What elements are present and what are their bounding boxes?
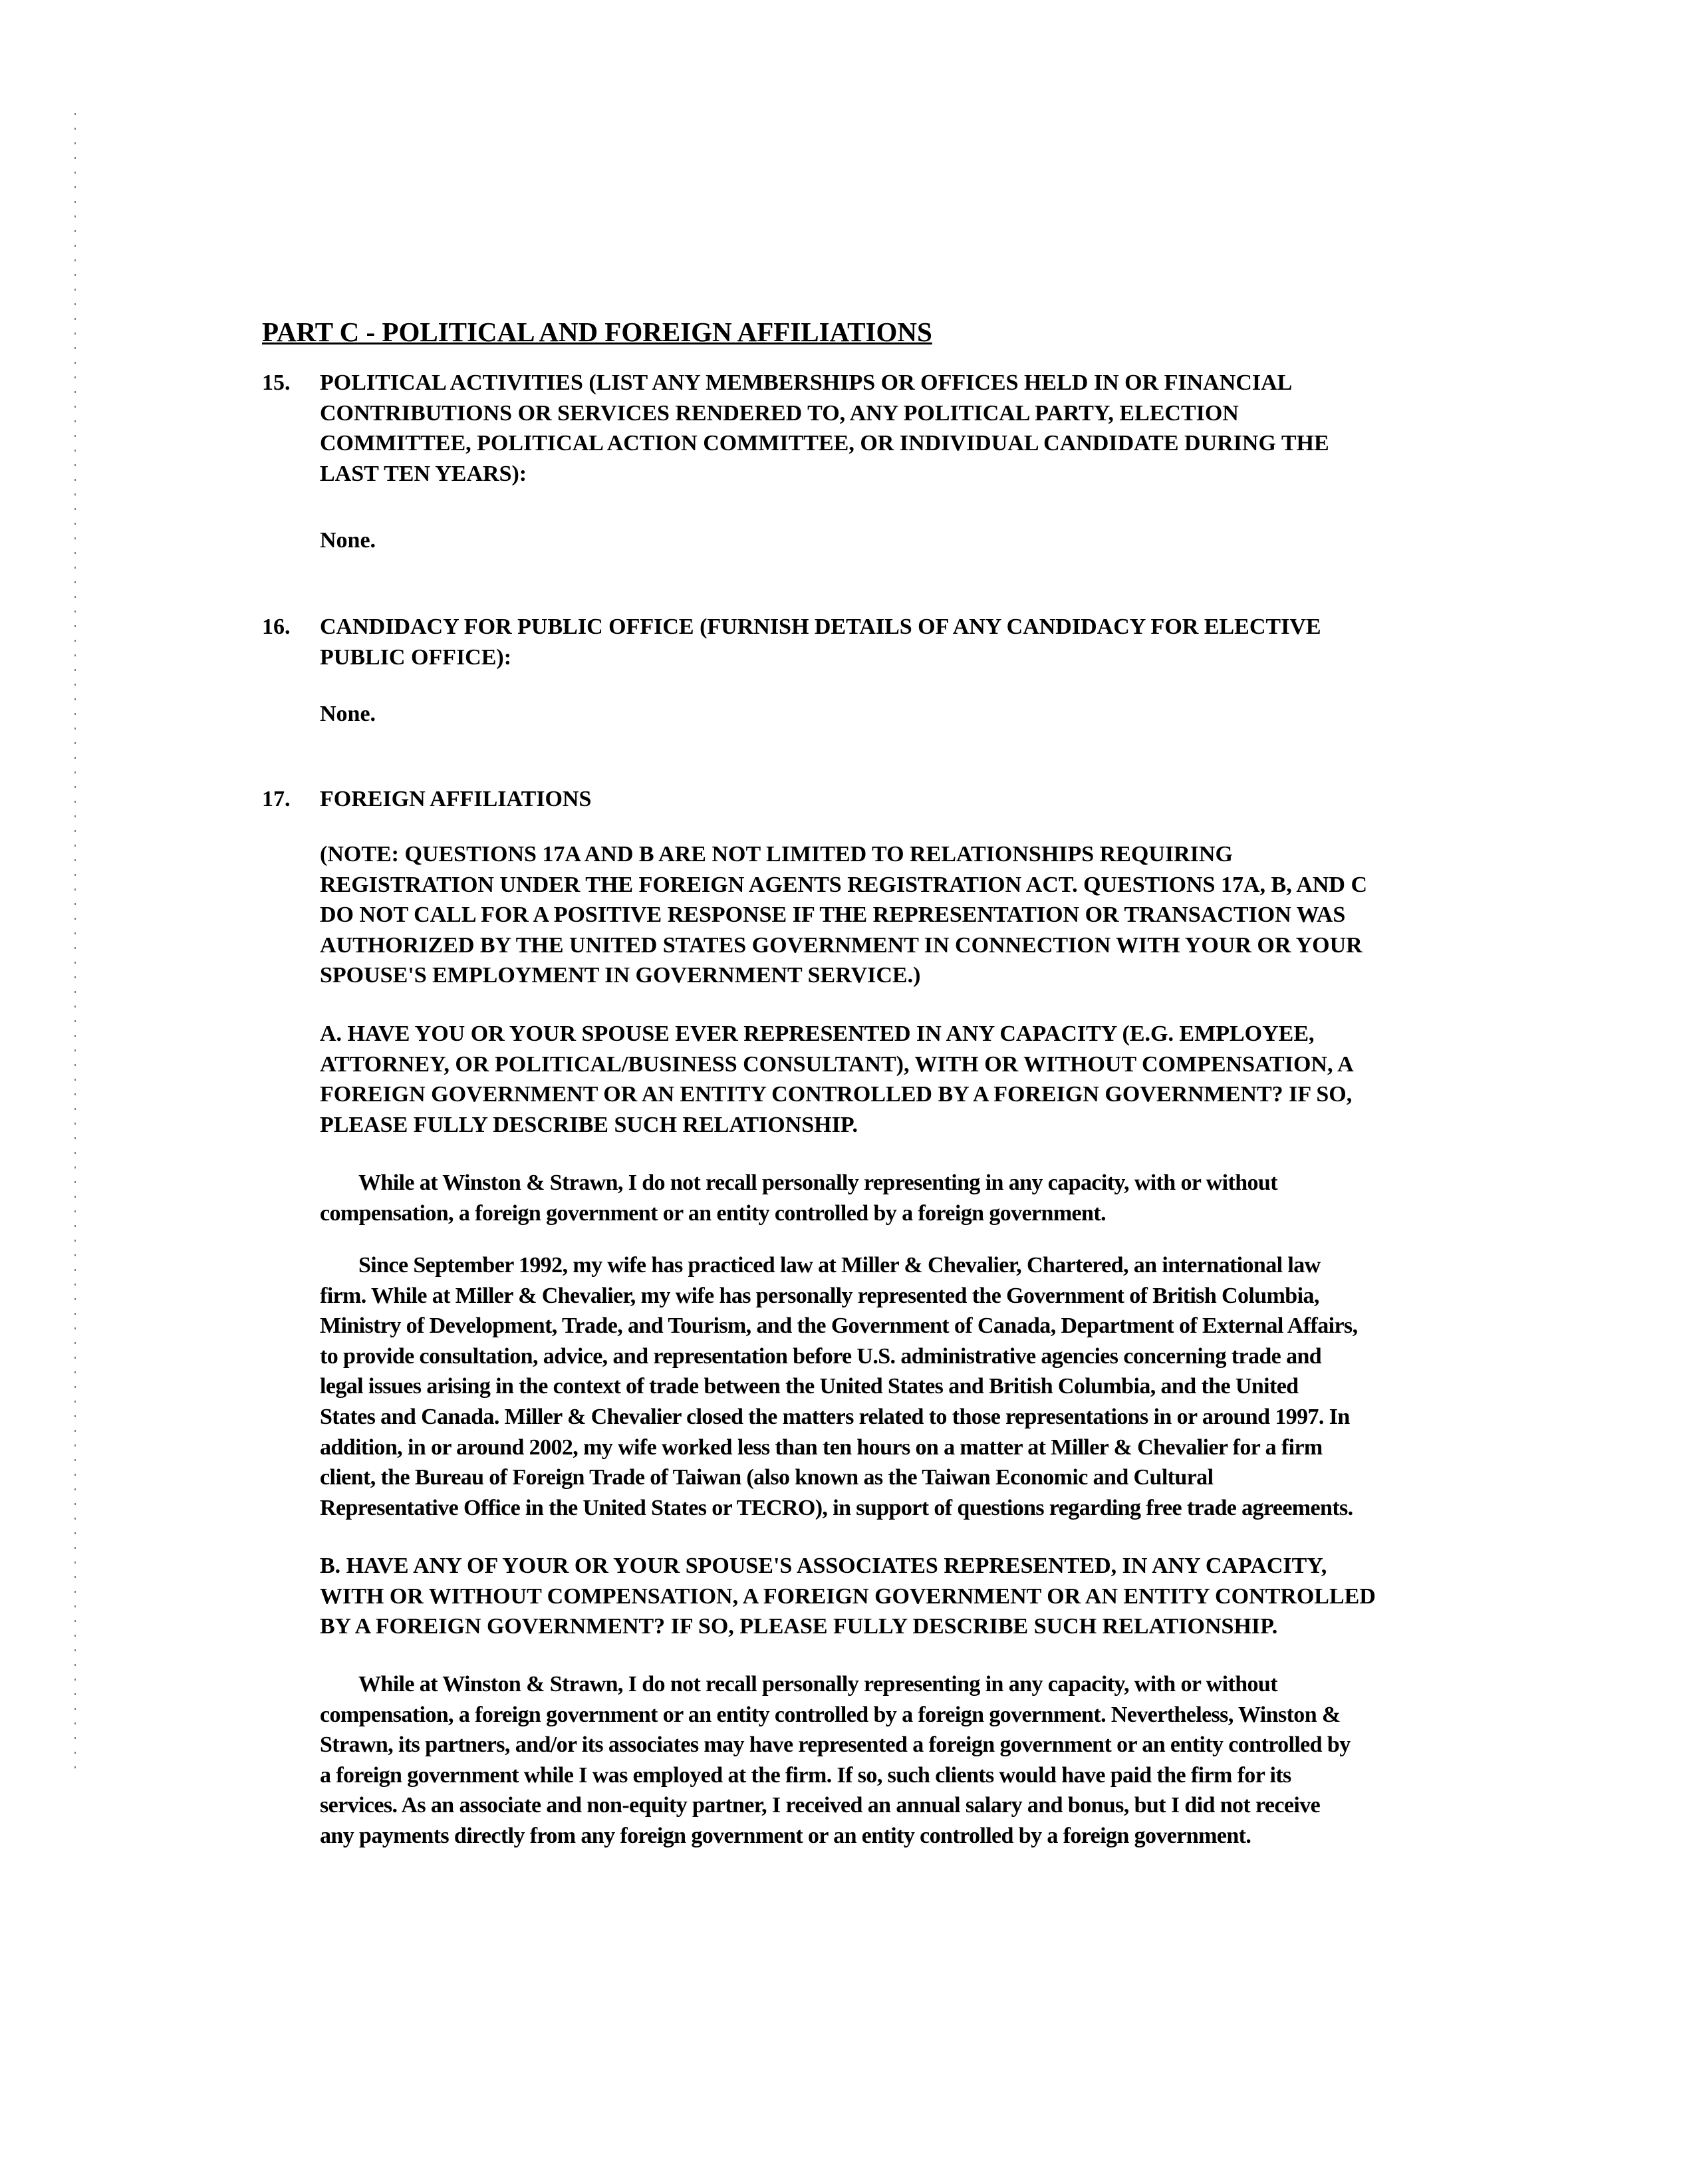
para-line: Since September 1992, my wife has practiced law at Miller & Chevalier, Chartered, an international law: [358, 1253, 1321, 1278]
para-line: to provide consultation, advice, and representation before U.S. administrative agencies concerning trade and: [320, 1343, 1322, 1369]
q17a-question: [320, 1019, 1354, 1140]
q16-line: CANDIDACY FOR PUBLIC OFFICE (FURNISH DETAILS OF ANY CANDIDACY FOR ELECTIVE: [320, 614, 1321, 639]
para-line: client, the Bureau of Foreign Trade of Taiwan (also known as the Taiwan Economic and Cultural: [320, 1465, 1214, 1490]
para-line: Representative Office in the United States or TECRO), in support of questions regarding free trade agreements.: [320, 1495, 1353, 1520]
q17-title: FOREIGN AFFILIATIONS: [320, 787, 592, 811]
q16-number: 16.: [262, 614, 291, 639]
q17b-line: B. HAVE ANY OF YOUR OR YOUR SPOUSE'S ASSOCIATES REPRESENTED, IN ANY CAPACITY,: [320, 1554, 1327, 1578]
note-line: (NOTE: QUESTIONS 17A AND B ARE NOT LIMITED TO RELATIONSHIPS REQUIRING: [320, 842, 1233, 867]
q17a-answer-paragraph-2: [320, 1250, 1357, 1523]
para-line: a foreign government while I was employed at the firm. If so, such clients would have paid the firm for its: [320, 1762, 1291, 1788]
q17-number: 17.: [262, 787, 291, 811]
q15-line: LAST TEN YEARS):: [320, 461, 527, 486]
para-line: addition, in or around 2002, my wife worked less than ten hours on a matter at Miller & Chevalier for a firm: [320, 1434, 1323, 1460]
q17b-line: BY A FOREIGN GOVERNMENT? IF SO, PLEASE FULLY DESCRIBE SUCH RELATIONSHIP.: [320, 1614, 1278, 1639]
scan-margin-dots: [74, 113, 76, 1776]
note-line: REGISTRATION UNDER THE FOREIGN AGENTS REGISTRATION ACT. QUESTIONS 17A, B, AND C: [320, 872, 1368, 897]
q17b-answer-paragraph: [320, 1669, 1351, 1851]
q17a-line: PLEASE FULLY DESCRIBE SUCH RELATIONSHIP.: [320, 1112, 858, 1137]
q17a-line: A. HAVE YOU OR YOUR SPOUSE EVER REPRESENTED IN ANY CAPACITY (E.G. EMPLOYEE,: [320, 1022, 1315, 1046]
para-line: Ministry of Development, Trade, and Tourism, and the Government of Canada, Department of External Affairs,: [320, 1313, 1358, 1339]
para-line: compensation, a foreign government or an entity controlled by a foreign government.: [320, 1200, 1106, 1226]
para-line: While at Winston & Strawn, I do not recall personally representing in any capacity, with or without: [358, 1672, 1277, 1697]
q15-number: 15.: [262, 370, 291, 395]
part-heading: PART C - POLITICAL AND FOREIGN AFFILIATIONS: [262, 317, 932, 347]
q17-note: [320, 839, 1367, 991]
note-line: DO NOT CALL FOR A POSITIVE RESPONSE IF THE REPRESENTATION OR TRANSACTION WAS: [320, 902, 1346, 928]
q16-line: PUBLIC OFFICE):: [320, 644, 512, 670]
para-line: While at Winston & Strawn, I do not recall personally representing in any capacity, with or without: [358, 1170, 1277, 1195]
q15-question: [320, 368, 1329, 489]
q15-line: CONTRIBUTIONS OR SERVICES RENDERED TO, ANY POLITICAL PARTY, ELECTION: [320, 400, 1239, 426]
q17a-line: ATTORNEY, OR POLITICAL/BUSINESS CONSULTANT), WITH OR WITHOUT COMPENSATION, A: [320, 1051, 1354, 1077]
para-line: services. As an associate and non-equity partner, I received an annual salary and bonus, but I did not receive: [320, 1793, 1321, 1818]
q15-line: POLITICAL ACTIVITIES (LIST ANY MEMBERSHIPS OR OFFICES HELD IN OR FINANCIAL: [320, 370, 1293, 395]
q15-answer: None.: [320, 528, 376, 553]
para-line: States and Canada. Miller & Chevalier closed the matters related to those representations in or around 1997. In: [320, 1404, 1350, 1429]
note-line: AUTHORIZED BY THE UNITED STATES GOVERNMENT IN CONNECTION WITH YOUR OR YOUR: [320, 932, 1363, 958]
q16-question: [320, 612, 1321, 672]
para-line: compensation, a foreign government or an entity controlled by a foreign government. Nevertheless, Winston &: [320, 1702, 1341, 1727]
q17b-question: [320, 1551, 1376, 1642]
para-line: Strawn, its partners, and/or its associates may have represented a foreign government or an entity controlled by: [320, 1732, 1351, 1758]
q15-line: COMMITTEE, POLITICAL ACTION COMMITTEE, OR INDIVIDUAL CANDIDATE DURING THE: [320, 431, 1329, 456]
q17a-line: FOREIGN GOVERNMENT OR AN ENTITY CONTROLLED BY A FOREIGN GOVERNMENT? IF SO,: [320, 1082, 1353, 1107]
para-line: firm. While at Miller & Chevalier, my wife has personally represented the Government of British Columbia,: [320, 1283, 1319, 1308]
para-line: legal issues arising in the context of trade between the United States and British Columbia, and the United: [320, 1374, 1299, 1399]
q17b-line: WITH OR WITHOUT COMPENSATION, A FOREIGN GOVERNMENT OR AN ENTITY CONTROLLED: [320, 1583, 1376, 1609]
note-line: SPOUSE'S EMPLOYMENT IN GOVERNMENT SERVICE.): [320, 963, 921, 988]
para-line: any payments directly from any foreign government or an entity controlled by a foreign government.: [320, 1823, 1251, 1848]
q17a-answer-paragraph-1: [320, 1168, 1277, 1228]
q16-answer: None.: [320, 702, 376, 726]
